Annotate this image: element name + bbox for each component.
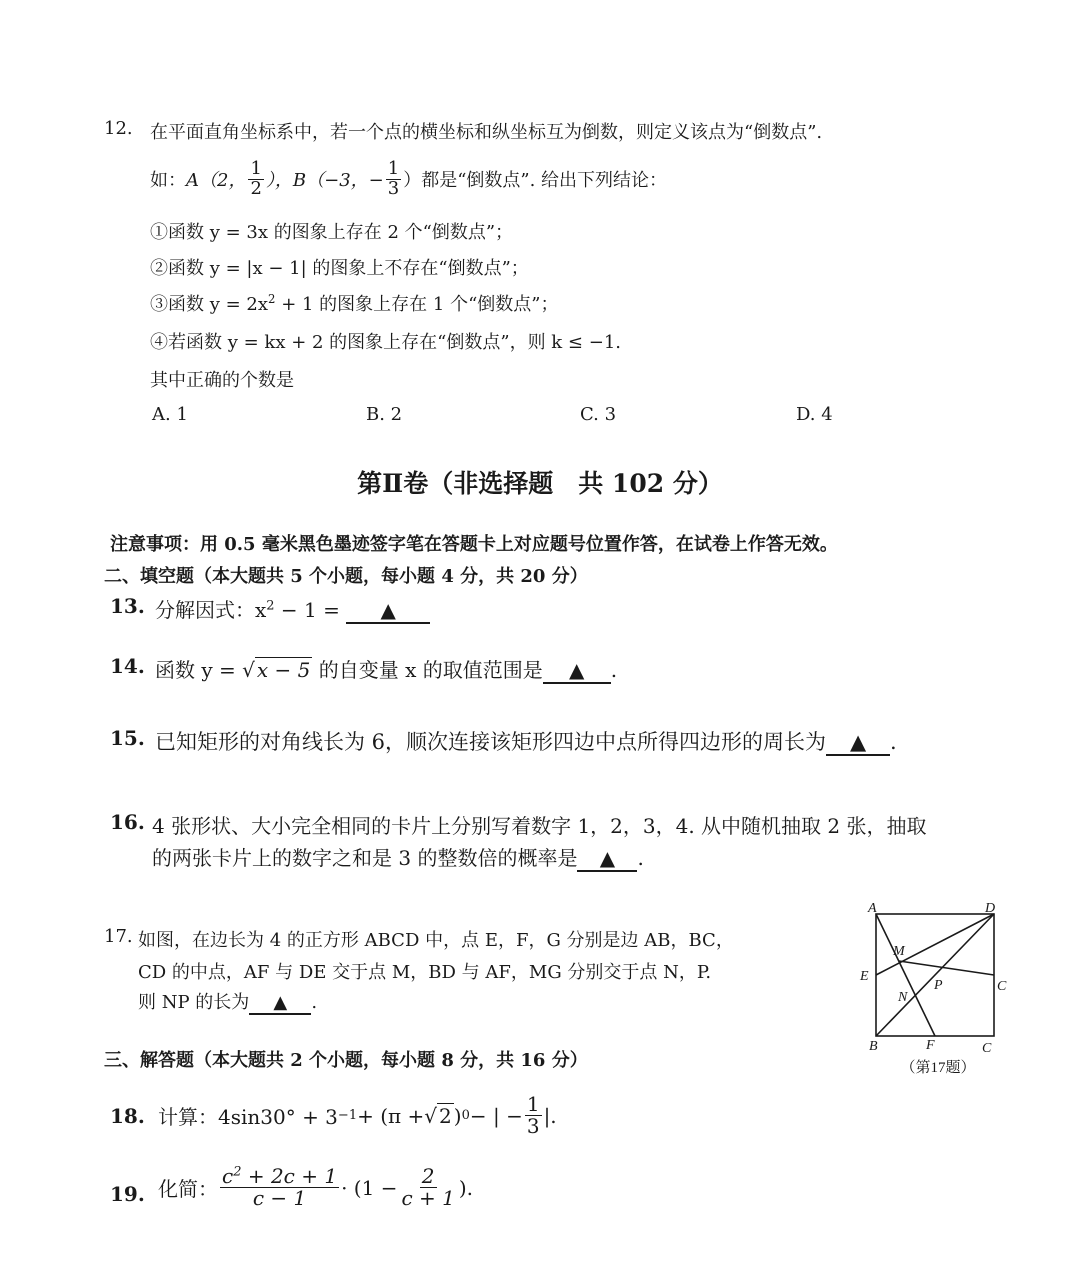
q13-sup: 2 bbox=[266, 598, 275, 614]
sqrt-sign-icon: √ bbox=[424, 1103, 438, 1128]
q12-example-a: A（2， bbox=[186, 170, 247, 192]
q12-fraction-half bbox=[248, 160, 263, 199]
section3-heading: 三、解答题（本大题共 2 个小题，每小题 8 分，共 16 分） bbox=[104, 1050, 588, 1071]
q12-number: 12. bbox=[104, 118, 133, 139]
q19-text-a: 化简： bbox=[158, 1177, 218, 1201]
q18-frac-num: 1 bbox=[526, 1092, 540, 1116]
q19-f1-den: c − 1 bbox=[252, 1186, 307, 1210]
q19-dot: · (1 − bbox=[341, 1175, 398, 1200]
q12-c3-sup: 2 bbox=[268, 292, 276, 306]
q12-third-num: 1 bbox=[387, 158, 400, 179]
q15-number: 15. bbox=[110, 726, 145, 750]
q14-text-a: 函数 y = bbox=[155, 658, 243, 682]
q12-conclusion-2: ②函数 y = |x − 1| 的图象上不存在“倒数点”； bbox=[150, 258, 529, 279]
q16-line-2: 的两张卡片上的数字之和是 3 的整数倍的概率是 bbox=[152, 846, 578, 870]
q12-half-num: 1 bbox=[250, 158, 262, 179]
q12-example-prefix: 如： bbox=[150, 170, 186, 192]
q18-text-c: ) bbox=[453, 1103, 462, 1128]
q15-answer-blank[interactable]: ▲ bbox=[826, 730, 890, 756]
q18-number: 18. bbox=[110, 1104, 145, 1128]
q14-radicand: x − 5 bbox=[256, 658, 311, 682]
q12-third-den: 3 bbox=[387, 177, 400, 199]
q14-number: 14. bbox=[110, 654, 145, 678]
q18-frac-den: 3 bbox=[526, 1114, 540, 1138]
q12-fraction-third bbox=[386, 160, 401, 199]
q17-line-1: 如图，在边长为 4 的正方形 ABCD 中，点 E，F，G 分别是边 AB，BC， bbox=[138, 930, 734, 951]
q17-line-3-wrap bbox=[138, 988, 317, 1015]
q19-number: 19. bbox=[110, 1182, 145, 1206]
segment-af bbox=[876, 914, 935, 1036]
q12-c3-b: + 1 的图象上存在 1 个“倒数点”； bbox=[275, 294, 559, 315]
q12-stem: 在平面直角坐标系中，若一个点的横坐标和纵坐标互为倒数，则定义该点为“倒数点”. bbox=[150, 122, 823, 143]
q17-answer-blank[interactable]: ▲ bbox=[249, 992, 311, 1015]
q12-conclusion-3 bbox=[150, 290, 558, 316]
q16-line-2-wrap bbox=[152, 842, 644, 872]
q16-answer-blank[interactable]: ▲ bbox=[577, 846, 637, 872]
label-c-bottom: C bbox=[982, 1041, 992, 1056]
label-n: N bbox=[898, 990, 908, 1005]
part2-title: 第Ⅱ卷（非选择题 共 102 分） bbox=[357, 469, 723, 498]
q19-fraction-1 bbox=[220, 1166, 339, 1209]
q18-fraction bbox=[525, 1094, 542, 1137]
q17-line-2: CD 的中点，AF 与 DE 交于点 M，BD 与 AF，MG 分别交于点 N，P. bbox=[138, 962, 712, 983]
label-a: A bbox=[868, 901, 877, 916]
q18-text-d: − | − bbox=[469, 1103, 523, 1128]
q13-text bbox=[155, 594, 430, 624]
q18-text-a: 计算：4sin30° + 3 bbox=[158, 1105, 338, 1129]
q18-radicand: 2 bbox=[439, 1104, 452, 1128]
q19-f1-sup: 2 bbox=[233, 1164, 242, 1180]
q12-conclusion-4: ④若函数 y = kx + 2 的图象上存在“倒数点”，则 k ≤ −1. bbox=[150, 332, 621, 353]
section2-heading: 二、填空题（本大题共 5 个小题，每小题 4 分，共 20 分） bbox=[104, 566, 588, 587]
q19-f1-num-a: c bbox=[222, 1164, 234, 1188]
label-c-right: C bbox=[997, 979, 1007, 994]
q14-answer-blank[interactable]: ▲ bbox=[543, 658, 611, 684]
q12-conclusion-1: ①函数 y = 3x 的图象上存在 2 个“倒数点”； bbox=[150, 222, 514, 243]
q15-text bbox=[155, 726, 897, 756]
q12-half-den: 2 bbox=[250, 177, 262, 199]
q19-f1-num bbox=[220, 1166, 339, 1188]
q12-c3-a: ③函数 y = 2x bbox=[150, 294, 269, 315]
label-m: M bbox=[893, 944, 905, 959]
q18-text-b: + (π + bbox=[357, 1103, 425, 1128]
q19-f2-den: c + 1 bbox=[401, 1186, 455, 1210]
label-f: F bbox=[926, 1038, 935, 1053]
label-d: D bbox=[985, 901, 996, 916]
q12-example-suffix: ）都是“倒数点”. 给出下列结论： bbox=[403, 170, 668, 192]
q14-end: . bbox=[610, 658, 618, 682]
q19-expression bbox=[158, 1166, 473, 1209]
q16-line-1: 4 张形状、大小完全相同的卡片上分别写着数字 1，2，3，4. 从中随机抽取 2 张，抽取 bbox=[152, 814, 927, 838]
sqrt-sign-icon: √ bbox=[242, 658, 255, 682]
q12-option-c: C. 3 bbox=[580, 404, 617, 425]
q19-f1-num-b: + 2c + 1 bbox=[241, 1164, 338, 1188]
q16-number: 16. bbox=[110, 810, 145, 834]
q12-option-b: B. 2 bbox=[366, 404, 403, 425]
label-b: B bbox=[869, 1039, 878, 1054]
q19-f2-num: 2 bbox=[421, 1164, 435, 1188]
q18-text-e: |. bbox=[543, 1103, 557, 1128]
q13-text-a: 分解因式：x bbox=[155, 598, 267, 622]
q12-example bbox=[150, 160, 667, 199]
notice: 注意事项：用 0.5 毫米黑色墨迹签字笔在答题卡上对应题号位置作答，在试卷上作答无效。 bbox=[110, 534, 838, 555]
segment-bd bbox=[876, 914, 994, 1036]
q13-answer-blank[interactable]: ▲ bbox=[346, 598, 430, 624]
q14-text-b: 的自变量 x 的取值范围是 bbox=[312, 658, 543, 682]
q14-text bbox=[155, 654, 617, 684]
q12-option-a: A. 1 bbox=[152, 404, 188, 425]
q18-expression: 计算：4sin30° + 3 −1 + (π + √ 2 ) 0 − | − $\frac{1}{3}$ |. bbox=[158, 1092, 557, 1138]
q13-number: 13. bbox=[110, 594, 145, 618]
q15-text-main: 已知矩形的对角线长为 6，顺次连接该矩形四边中点所得四边形的周长为 bbox=[155, 730, 827, 754]
q13-text-b: − 1 = bbox=[274, 598, 347, 622]
q17-square-figure bbox=[858, 900, 1008, 1085]
q17-number: 17. bbox=[104, 926, 133, 947]
q12-example-mid: ），B（−3，− bbox=[265, 170, 384, 192]
figure-caption: （第17题） bbox=[900, 1060, 976, 1076]
label-p: P bbox=[934, 978, 943, 993]
q16-end: . bbox=[637, 846, 644, 870]
q15-end: . bbox=[890, 730, 897, 754]
q12-ask: 其中正确的个数是 bbox=[150, 370, 294, 391]
q12-option-d: D. 4 bbox=[796, 404, 833, 425]
q17-end: . bbox=[311, 992, 318, 1013]
label-e: E bbox=[860, 969, 869, 984]
q17-line-3: 则 NP 的长为 bbox=[138, 992, 250, 1013]
q19-fraction-2 bbox=[399, 1166, 456, 1209]
q19-text-end: ). bbox=[458, 1175, 474, 1200]
